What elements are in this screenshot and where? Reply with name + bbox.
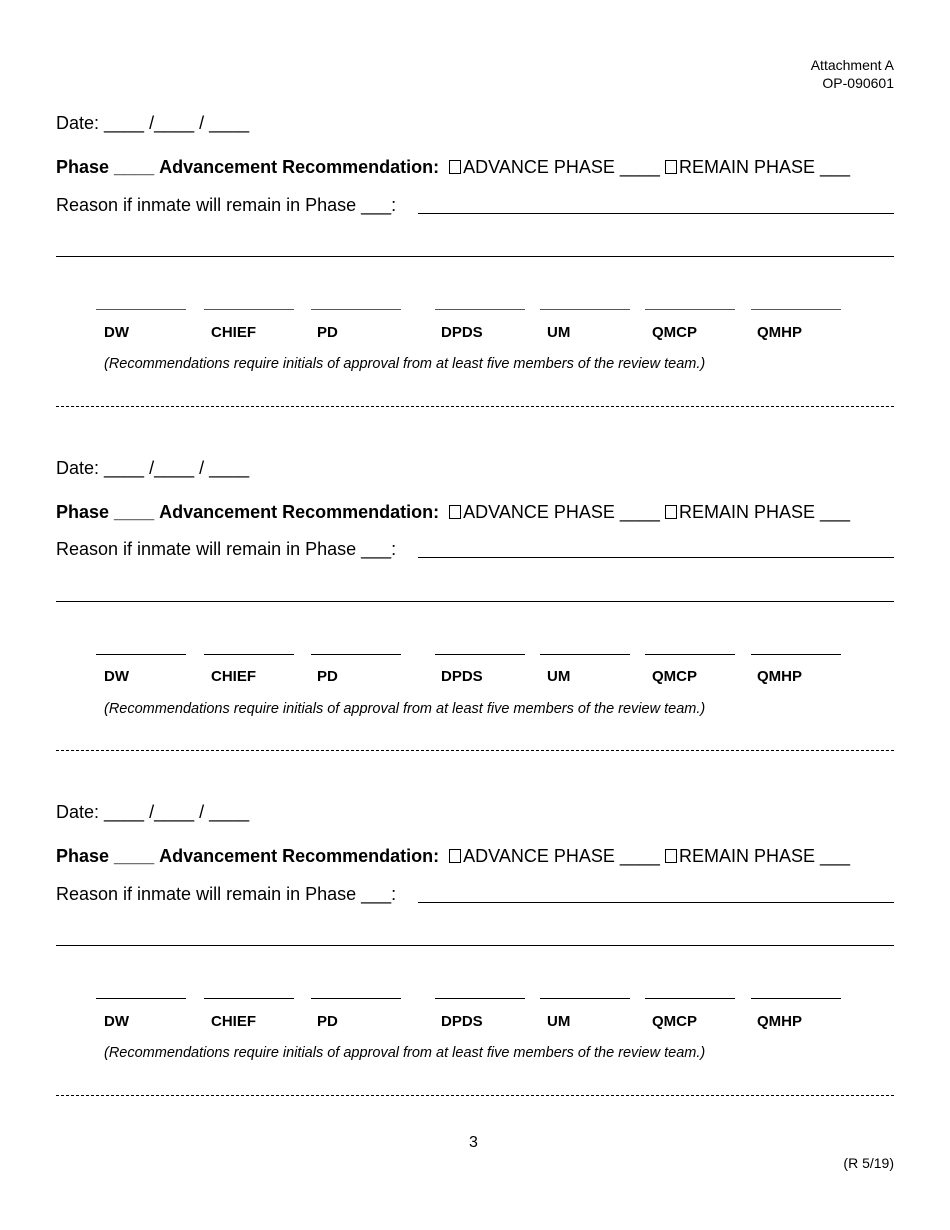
checkbox-icon (449, 505, 461, 519)
role-label: DPDS (441, 668, 483, 685)
role-label: UM (547, 324, 571, 341)
role-label: CHIEF (211, 324, 256, 341)
signature-line-um[interactable] (540, 309, 630, 310)
role-label: QMCP (652, 668, 697, 685)
reason-input-line[interactable] (418, 557, 894, 558)
phase-field[interactable]: Phase ____ (56, 502, 155, 522)
role-label: QMHP (757, 1013, 802, 1030)
checkbox-icon (449, 849, 461, 863)
role-label: UM (547, 668, 571, 685)
signature-line-dw[interactable] (96, 654, 186, 655)
date-field[interactable]: Date: ____ /____ / ____ (56, 802, 250, 822)
section-divider (56, 750, 894, 751)
reason-label: Reason if inmate will remain in Phase ___: (56, 539, 397, 559)
phase-recommendation-line (56, 846, 850, 867)
op-number: OP-090601 (822, 75, 894, 91)
checkbox-icon (449, 160, 461, 174)
advancement-label: Advancement Recommendation: (159, 846, 440, 866)
signature-line-dpds[interactable] (435, 309, 525, 310)
reason-continuation-line[interactable] (56, 601, 894, 602)
signature-line-qmhp[interactable] (751, 998, 841, 999)
role-label: DW (104, 324, 129, 341)
remain-phase-checkbox[interactable]: REMAIN PHASE ___ (665, 846, 850, 866)
phase-recommendation-line (56, 157, 850, 178)
role-label: DW (104, 668, 129, 685)
checkbox-icon (665, 160, 677, 174)
signature-line-pd[interactable] (311, 998, 401, 999)
role-label: DPDS (441, 1013, 483, 1030)
phase-field[interactable]: Phase ____ (56, 157, 155, 177)
remain-phase-checkbox[interactable]: REMAIN PHASE ___ (665, 157, 850, 177)
approval-note: (Recommendations require initials of approval from at least five members of the review team.) (104, 356, 706, 372)
page-number: 3 (469, 1134, 478, 1151)
signature-line-qmcp[interactable] (645, 654, 735, 655)
section-divider (56, 406, 894, 407)
advance-phase-checkbox[interactable]: ADVANCE PHASE ____ (449, 157, 660, 177)
attachment-label: Attachment A (810, 57, 894, 73)
signature-line-pd[interactable] (311, 309, 401, 310)
role-label: PD (317, 668, 338, 685)
signature-line-dw[interactable] (96, 309, 186, 310)
advance-phase-checkbox[interactable]: ADVANCE PHASE ____ (449, 846, 660, 866)
phase-field[interactable]: Phase ____ (56, 846, 155, 866)
role-label: DW (104, 1013, 129, 1030)
remain-phase-checkbox[interactable]: REMAIN PHASE ___ (665, 502, 850, 522)
signature-line-um[interactable] (540, 998, 630, 999)
approval-note: (Recommendations require initials of approval from at least five members of the review team.) (104, 1045, 706, 1061)
signature-line-dpds[interactable] (435, 654, 525, 655)
role-label: CHIEF (211, 1013, 256, 1030)
role-label: PD (317, 1013, 338, 1030)
signature-line-um[interactable] (540, 654, 630, 655)
signature-line-qmhp[interactable] (751, 309, 841, 310)
approval-note: (Recommendations require initials of approval from at least five members of the review team.) (104, 701, 706, 717)
reason-continuation-line[interactable] (56, 256, 894, 257)
role-label: CHIEF (211, 668, 256, 685)
checkbox-icon (665, 505, 677, 519)
signature-line-chief[interactable] (204, 998, 294, 999)
reason-continuation-line[interactable] (56, 945, 894, 946)
reason-label: Reason if inmate will remain in Phase ___: (56, 884, 397, 904)
advancement-label: Advancement Recommendation: (159, 502, 440, 522)
role-label: QMCP (652, 1013, 697, 1030)
signature-line-qmcp[interactable] (645, 998, 735, 999)
signature-line-qmhp[interactable] (751, 654, 841, 655)
role-label: QMHP (757, 324, 802, 341)
role-label: DPDS (441, 324, 483, 341)
role-label: QMCP (652, 324, 697, 341)
reason-input-line[interactable] (418, 213, 894, 214)
reason-input-line[interactable] (418, 902, 894, 903)
date-field[interactable]: Date: ____ /____ / ____ (56, 113, 250, 133)
advance-phase-checkbox[interactable]: ADVANCE PHASE ____ (449, 502, 660, 522)
signature-line-chief[interactable] (204, 654, 294, 655)
reason-label: Reason if inmate will remain in Phase ___: (56, 195, 397, 215)
signature-line-chief[interactable] (204, 309, 294, 310)
advancement-label: Advancement Recommendation: (159, 157, 440, 177)
role-label: UM (547, 1013, 571, 1030)
revision-code: (R 5/19) (843, 1155, 894, 1171)
signature-line-qmcp[interactable] (645, 309, 735, 310)
date-field[interactable]: Date: ____ /____ / ____ (56, 458, 250, 478)
phase-recommendation-line (56, 502, 850, 523)
role-label: QMHP (757, 668, 802, 685)
section-divider (56, 1095, 894, 1096)
role-label: PD (317, 324, 338, 341)
signature-line-pd[interactable] (311, 654, 401, 655)
signature-line-dpds[interactable] (435, 998, 525, 999)
signature-line-dw[interactable] (96, 998, 186, 999)
checkbox-icon (665, 849, 677, 863)
